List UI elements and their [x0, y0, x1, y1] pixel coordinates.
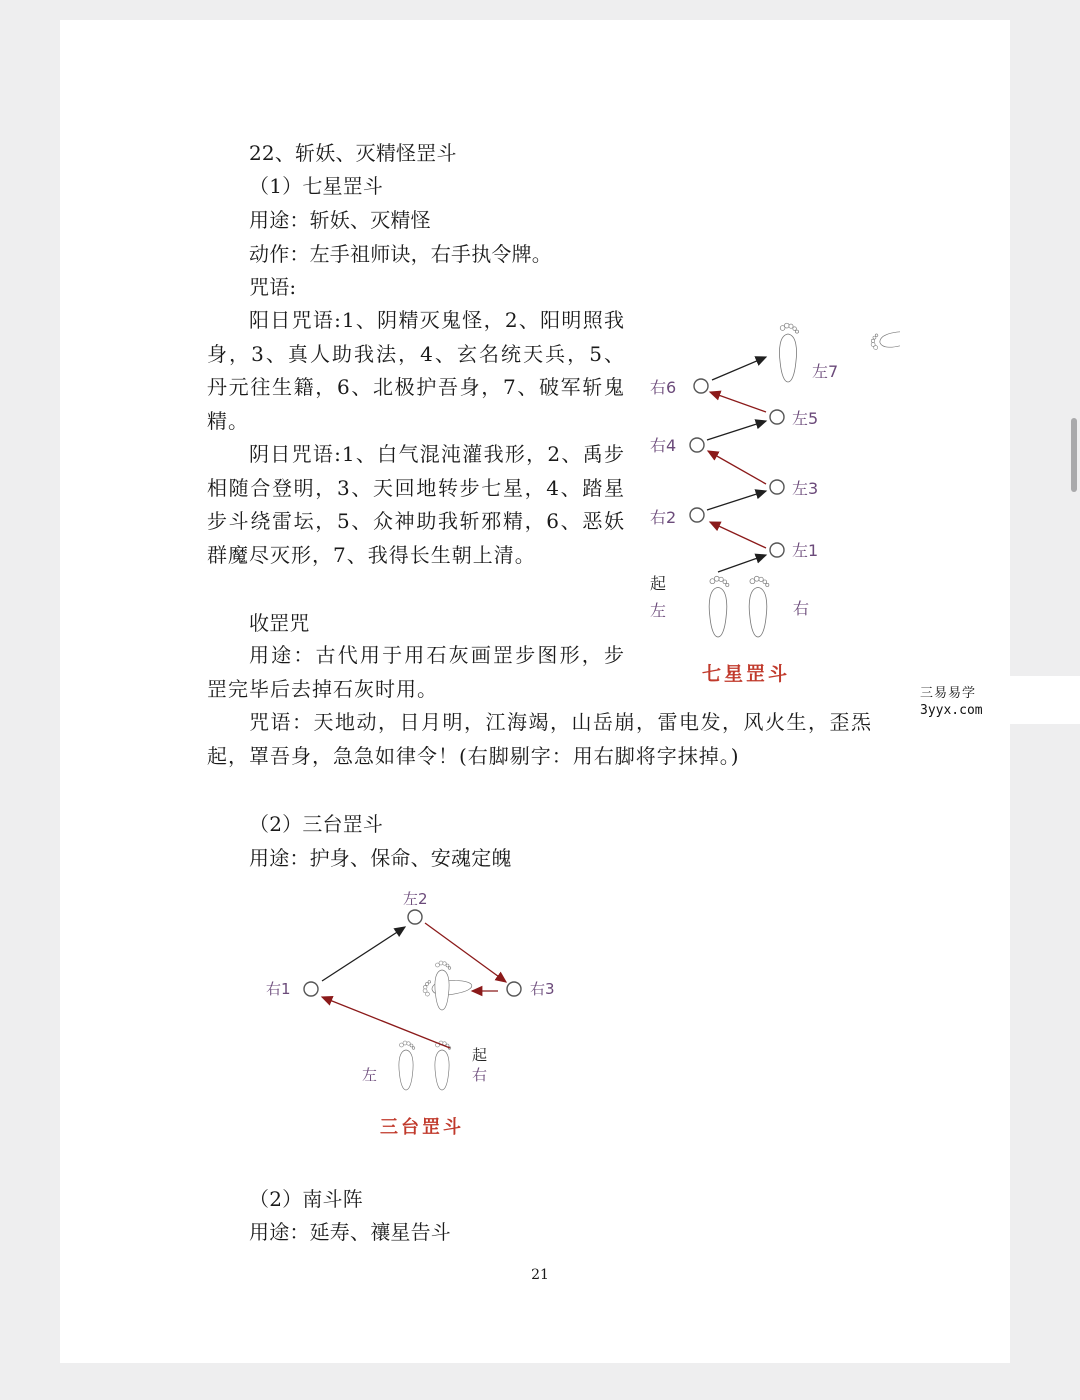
usage-line-3: 用途：延寿、禳星告斗 — [249, 1220, 451, 1244]
usage-line-2: 用途：护身、保命、安魂定魄 — [249, 846, 512, 870]
usage-line: 用途：斩妖、灭精怪 — [249, 208, 431, 232]
foot-step-7-icon — [779, 323, 798, 382]
subsection-title-3: （2）南斗阵 — [249, 1187, 363, 1211]
watermark — [898, 676, 1080, 724]
chant-label: 咒语: — [249, 275, 297, 299]
yin-day-chant: 阴日咒语:1、白气混沌灌我形，2、禹步相随合登明，3、天回地转步七星，4、踏星步斗绕雷坛，5、众神助我斩邪精，6、恶妖群魔尽灭形，7、我得长生朝上清。 — [207, 442, 625, 567]
closing-usage: 用途：古代用于用石灰画罡步图形，步罡完毕后去掉石灰时用。 — [207, 643, 625, 701]
foot-step-upright-icon — [435, 961, 451, 1010]
seven-star-diagram — [640, 300, 900, 695]
start-label-2: 起 — [472, 1046, 488, 1064]
subsection-title-2: （2）三台罡斗 — [249, 812, 384, 836]
step-label-3: 左3 — [792, 479, 819, 498]
yang-day-chant: 阳日咒语:1、阴精灭鬼怪，2、阳明照我身，3、真人助我法，4、玄名统天兵，5、丹元往生籍，6、北极护吾身，7、破军斩鬼精。 — [207, 308, 625, 433]
diagram-title-2: 三台罡斗 — [380, 1117, 464, 1138]
right-foot-icon-2 — [435, 1041, 451, 1090]
section-heading: 22、斩妖、灭精怪罡斗 — [249, 141, 457, 165]
left-foot-icon-2 — [399, 1041, 415, 1090]
diagram-title: 七星罡斗 — [702, 663, 791, 685]
scrollbar-thumb[interactable] — [1071, 418, 1077, 492]
page-number: 21 — [531, 1267, 549, 1283]
left-foot-label: 左 — [650, 601, 667, 620]
step-label-2: 右2 — [650, 508, 677, 527]
closing-chant: 咒语：天地动，日月明，江海竭，山岳崩，雷电发，风火生，歪炁起，罩吾身，急急如律令！(右脚剔字：用右脚将字抹掉。) — [207, 710, 872, 768]
action-line: 动作：左手祖师诀，右手执令牌。 — [249, 242, 552, 266]
step-label-r1: 右1 — [266, 980, 291, 998]
watermark-name: 三易易学 — [920, 686, 977, 701]
step-label-4: 右4 — [650, 436, 677, 455]
subsection-title: （1）七星罡斗 — [249, 174, 384, 198]
right-foot-label: 右 — [793, 599, 810, 618]
foot-step-7b-icon — [869, 327, 900, 351]
step-label-l2: 左2 — [403, 890, 428, 908]
right-foot-icon — [749, 576, 769, 637]
step-label-5: 左5 — [792, 409, 819, 428]
watermark-url: 3yyx.com — [920, 703, 983, 718]
step-label-1: 左1 — [792, 541, 819, 560]
closing-title: 收罡咒 — [249, 611, 310, 635]
step-label-6: 右6 — [650, 378, 677, 397]
left-foot-label-2: 左 — [362, 1066, 378, 1084]
start-label: 起 — [650, 574, 667, 593]
three-platform-diagram — [260, 880, 580, 1145]
step-label-7: 左7 — [812, 362, 839, 381]
right-foot-label-2: 右 — [472, 1066, 488, 1084]
left-foot-icon — [709, 576, 729, 637]
step-label-r3: 右3 — [530, 980, 555, 998]
